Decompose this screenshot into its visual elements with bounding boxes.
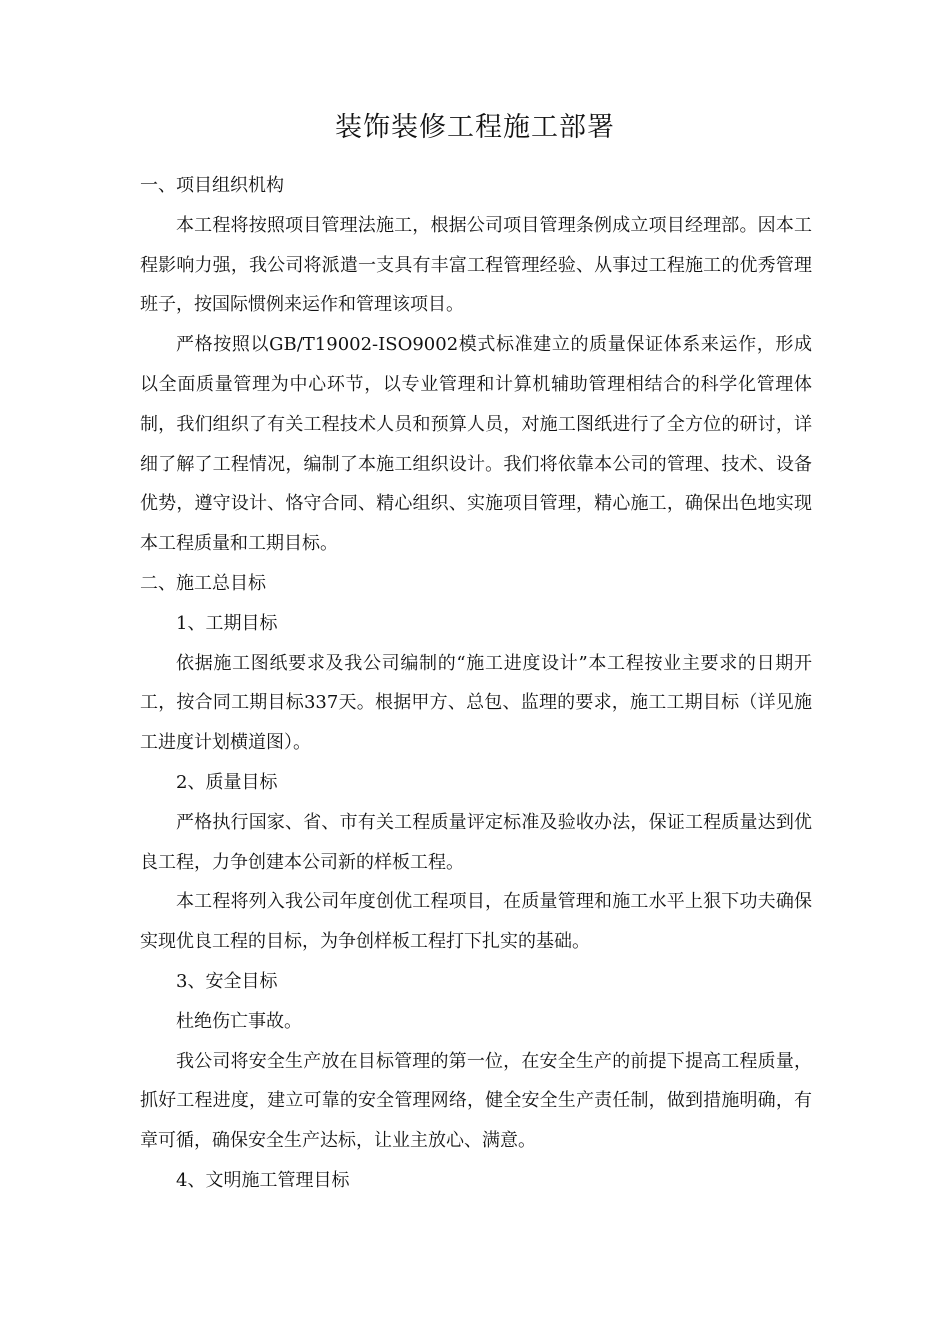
paragraph-2: 严格按照以GB/T19002-ISO9002模式标准建立的质量保证体系来运作，形成以全面质量管理为中心环节，以专业管理和计算机辅助管理相结合的科学化管理体制，我们组织了有关工程技术人员和预算人员，对施工图纸进行了全方位的研讨，详细了解了工程情况，编制了本施工组织设计。我们将依靠本公司的管理、技术、设备优势，遵守设计、恪守合同、精心组织、实施项目管理，精心施工，确保出色地实现本工程质量和工期目标。 [140, 334, 812, 555]
sub-heading-quality: 2、质量目标 [176, 771, 278, 793]
sub-heading-safety: 3、安全目标 [176, 970, 278, 992]
paragraph-5: 本工程将列入我公司年度创优工程项目，在质量管理和施工水平上狠下功夫确保实现优良工程的目标，为争创样板工程打下扎实的基础。 [140, 891, 812, 953]
paragraph-1: 本工程将按照项目管理法施工，根据公司项目管理条例成立项目经理部。因本工程影响力强，我公司将派遣一支具有丰富工程管理经验、从事过工程施工的优秀管理班子，按国际惯例来运作和管理该项目。 [140, 214, 812, 316]
document-title: 装饰装修工程施工部署 [335, 112, 615, 143]
paragraph-3: 依据施工图纸要求及我公司编制的“施工进度设计”本工程按业主要求的日期开工，按合同工期目标337天。根据甲方、总包、监理的要求，施工工期目标（详见施工进度计划横道图）。 [140, 652, 812, 754]
sub-heading-civilized: 4、文明施工管理目标 [176, 1169, 350, 1191]
paragraph-4: 严格执行国家、省、市有关工程质量评定标准及验收办法，保证工程质量达到优良工程，力争创建本公司新的样板工程。 [140, 811, 812, 873]
section-heading-2: 二、施工总目标 [140, 572, 266, 594]
paragraph-7: 我公司将安全生产放在目标管理的第一位，在安全生产的前提下提高工程质量，抓好工程进度，建立可靠的安全管理网络，健全安全生产责任制，做到措施明确，有章可循，确保安全生产达标，让业主放心、满意。 [140, 1050, 812, 1152]
section-heading-1: 一、项目组织机构 [140, 175, 284, 196]
paragraph-6: 杜绝伤亡事故。 [176, 1010, 302, 1032]
sub-heading-schedule: 1、工期目标 [176, 612, 278, 634]
document-body [140, 166, 812, 1201]
